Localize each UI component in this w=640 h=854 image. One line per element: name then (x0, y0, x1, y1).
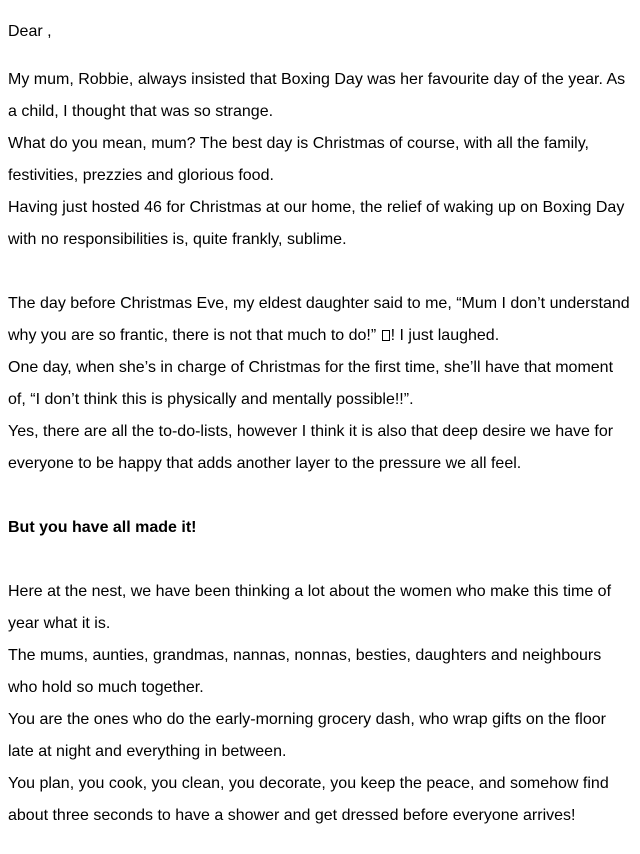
spacer (8, 48, 632, 64)
blank-line (8, 256, 632, 288)
paragraph-mums: The mums, aunties, grandmas, nannas, nonnas, besties, daughters and neighbours who hold so much together. (8, 647, 602, 696)
paragraph-plan: You plan, you cook, you clean, you decorate, you keep the peace, and somehow find about three seconds to have a shower and get dressed before everyone arrives! (8, 775, 609, 824)
paragraph-to-do-lists: Yes, there are all the to-do-lists, however I think it is also that deep desire we have for everyone to be happy that adds another layer to the pressure we all feel. (8, 423, 614, 472)
missing-emoji-icon (382, 330, 390, 341)
paragraph-hosted: Having just hosted 46 for Christmas at our home, the relief of waking up on Boxing Day with no responsibilities is, quite frankly, sublime. (8, 199, 625, 248)
paragraph-daughter-text-end: ! I just laughed. (390, 327, 500, 344)
paragraph-one-day: One day, when she’s in charge of Christmas for the first time, she’ll have that moment of, “I don’t think this is physically and mentally possible!!”. (8, 359, 614, 408)
letter-greeting: Dear , (8, 23, 52, 40)
paragraph-made-it: But you have all made it! (8, 519, 197, 536)
blank-line (8, 480, 632, 512)
paragraph-grocery: You are the ones who do the early-morning grocery dash, who wrap gifts on the floor late at night and everything in between. (8, 711, 606, 760)
paragraph-daughter (8, 288, 632, 352)
paragraph-nest: Here at the nest, we have been thinking a lot about the women who make this time of year what it is. (8, 583, 612, 632)
paragraph-daughter-text: The day before Christmas Eve, my eldest daughter said to me, “Mum I don’t understand why you are so frantic, there is not that much to do!” (8, 295, 630, 344)
paragraph-best-day: What do you mean, mum? The best day is Christmas of course, with all the family, festivities, prezzies and glorious food. (8, 135, 589, 184)
blank-line (8, 544, 632, 576)
paragraph-boxing-day: My mum, Robbie, always insisted that Boxing Day was her favourite day of the year. As a child, I thought that was so strange. (8, 71, 626, 120)
